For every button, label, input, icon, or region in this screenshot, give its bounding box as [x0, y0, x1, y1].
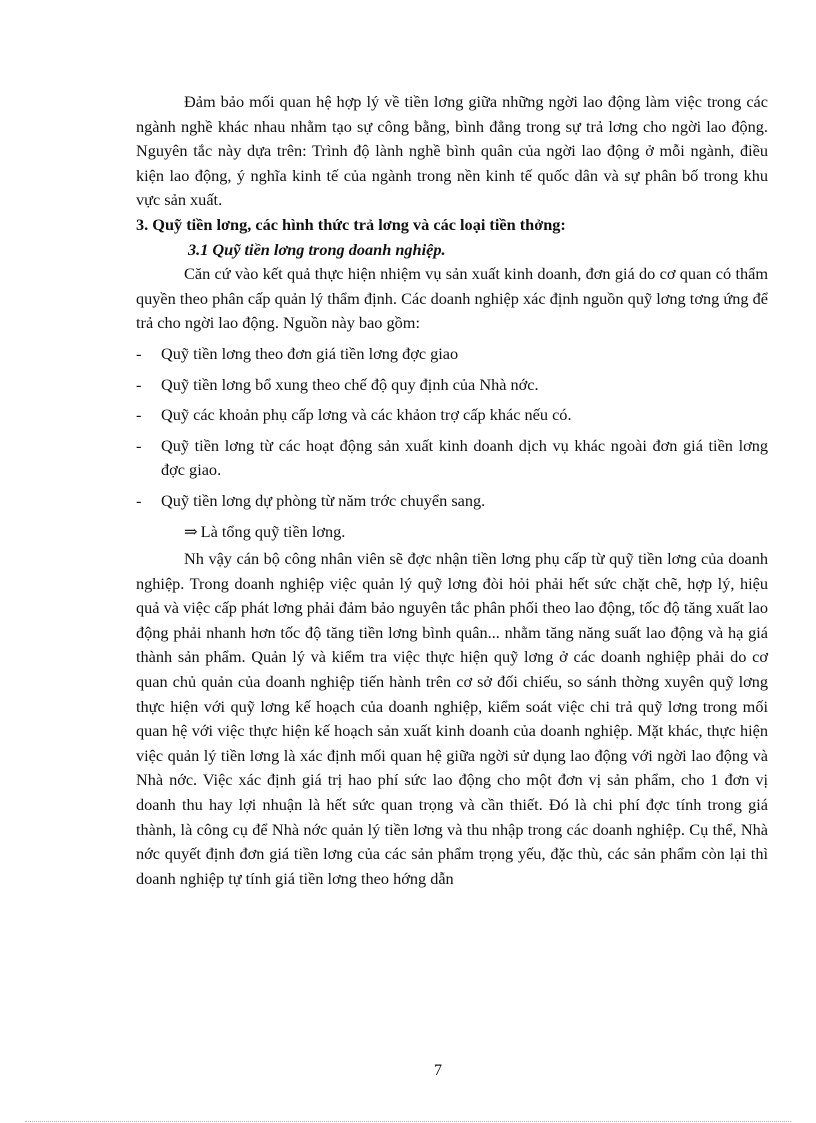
- bullet-dash: -: [136, 405, 142, 425]
- management-paragraph: Nh vậy cán bộ công nhân viên sẽ đợc nhận tiền lơng phụ cấp từ quỹ tiền lơng của doanh nghiệp. Trong doanh nghiệp việc quản lý quỹ lơng đòi hỏi phải hết sức chặt chẽ, hợp lý, hiệu quả và việc cấp phát lơng phải đảm bảo nguyên tắc phân phối theo lao động, tốc độ tăng xuất lao động phải nhanh hơn tốc độ tăng tiền lơng bình quân... nhằm tăng năng suất lao động và hạ giá thành sản phẩm. Quản lý và kiểm tra việc thực hiện quỹ lơng ở các doanh nghiệp phải do cơ quan chủ quản của doanh nghiệp tiến hành trên cơ sở đối chiếu, so sánh thờng xuyên quỹ lơng thực hiện với quỹ lơng kế hoạch của doanh nghiệp, kiểm soát việc chi trả quỹ lơng trong mối quan hệ với việc thực hiện kế hoạch sản xuất kinh doanh của doanh nghiệp. Mặt khác, thực hiện việc quản lý tiền lơng là xác định mối quan hệ giữa ngời sử dụng lao động với ngời lao động và Nhà nớc. Việc xác định giá trị hao phí sức lao động cho một đơn vị sản phẩm, cho 1 đơn vị doanh thu hay lợi nhuận là hết sức quan trọng và cần thiết. Đó là chi phí đợc tính trong giá thành, là công cụ để Nhà nớc quản lý tiền lơng và thu nhập trong các doanh nghiệp. Cụ thể, Nhà nớc quyết định đơn giá tiền lơng của các sản phẩm trọng yếu, đặc thù, các sản phẩm còn lại thì doanh nghiệp tự tính giá tiền lơng theo hớng dẫn: [136, 549, 768, 888]
- section-heading: 3. Quỹ tiền lơng, các hình thức trả lơng và các loại tiền thởng:: [136, 214, 566, 234]
- fund-paragraph: Căn cứ vào kết quả thực hiện nhiệm vụ sản xuất kinh doanh, đơn giá do cơ quan có thẩm quyền theo phân cấp quản lý thẩm định. Các doanh nghiệp xác định nguồn quỹ lơng tơng ứng để trả cho ngời lao động. Nguồn này bao gồm:: [136, 264, 768, 333]
- list-item: [136, 342, 768, 367]
- fund-sources-list: [136, 342, 768, 514]
- list-item-text: Quỹ tiền lơng dự phòng từ năm trớc chuyển sang.: [161, 490, 486, 510]
- page-number: 7: [434, 1062, 442, 1079]
- conclusion-text: Là tổng quỹ tiền lơng.: [200, 521, 346, 541]
- body-text: [136, 90, 768, 891]
- list-item: [136, 434, 768, 483]
- list-item-text: Quỹ tiền lơng bổ xung theo chế độ quy định của Nhà nớc.: [161, 374, 539, 394]
- conclusion-line: [136, 520, 768, 545]
- page-bottom-divider: [25, 1121, 791, 1122]
- subsection-heading: 3.1 Quỹ tiền lơng trong doanh nghiệp.: [188, 239, 446, 259]
- list-item: [136, 489, 768, 514]
- list-item-text: Quỹ tiền lơng từ các hoạt động sản xuất kinh doanh dịch vụ khác ngoài đơn giá tiền lơng đợc giao.: [161, 435, 768, 480]
- intro-paragraph: Đảm bảo mối quan hệ hợp lý về tiền lơng giữa những ngời lao động làm việc trong các ngành nghề khác nhau nhằm tạo sự công bằng, bình đẳng trong sự trả lơng cho ngời lao động. Nguyên tắc này dựa trên: Trình độ lành nghề bình quân của ngời lao động ở mỗi ngành, điều kiện lao động, ý nghĩa kinh tế của ngành trong nền kinh tế quốc dân và sự phân bố trong khu vực sản xuất.: [136, 92, 768, 210]
- bullet-dash: -: [136, 490, 142, 510]
- list-item-text: Quỹ tiền lơng theo đơn giá tiền lơng đợc giao: [161, 343, 459, 363]
- bullet-dash: -: [136, 435, 142, 455]
- implies-arrow-icon: ⇒: [184, 521, 198, 541]
- list-item-text: Quỹ các khoản phụ cấp lơng và các khảon trợ cấp khác nếu có.: [161, 405, 572, 425]
- list-item: [136, 403, 768, 428]
- bullet-dash: -: [136, 374, 142, 394]
- bullet-dash: -: [136, 343, 142, 363]
- list-item: [136, 373, 768, 398]
